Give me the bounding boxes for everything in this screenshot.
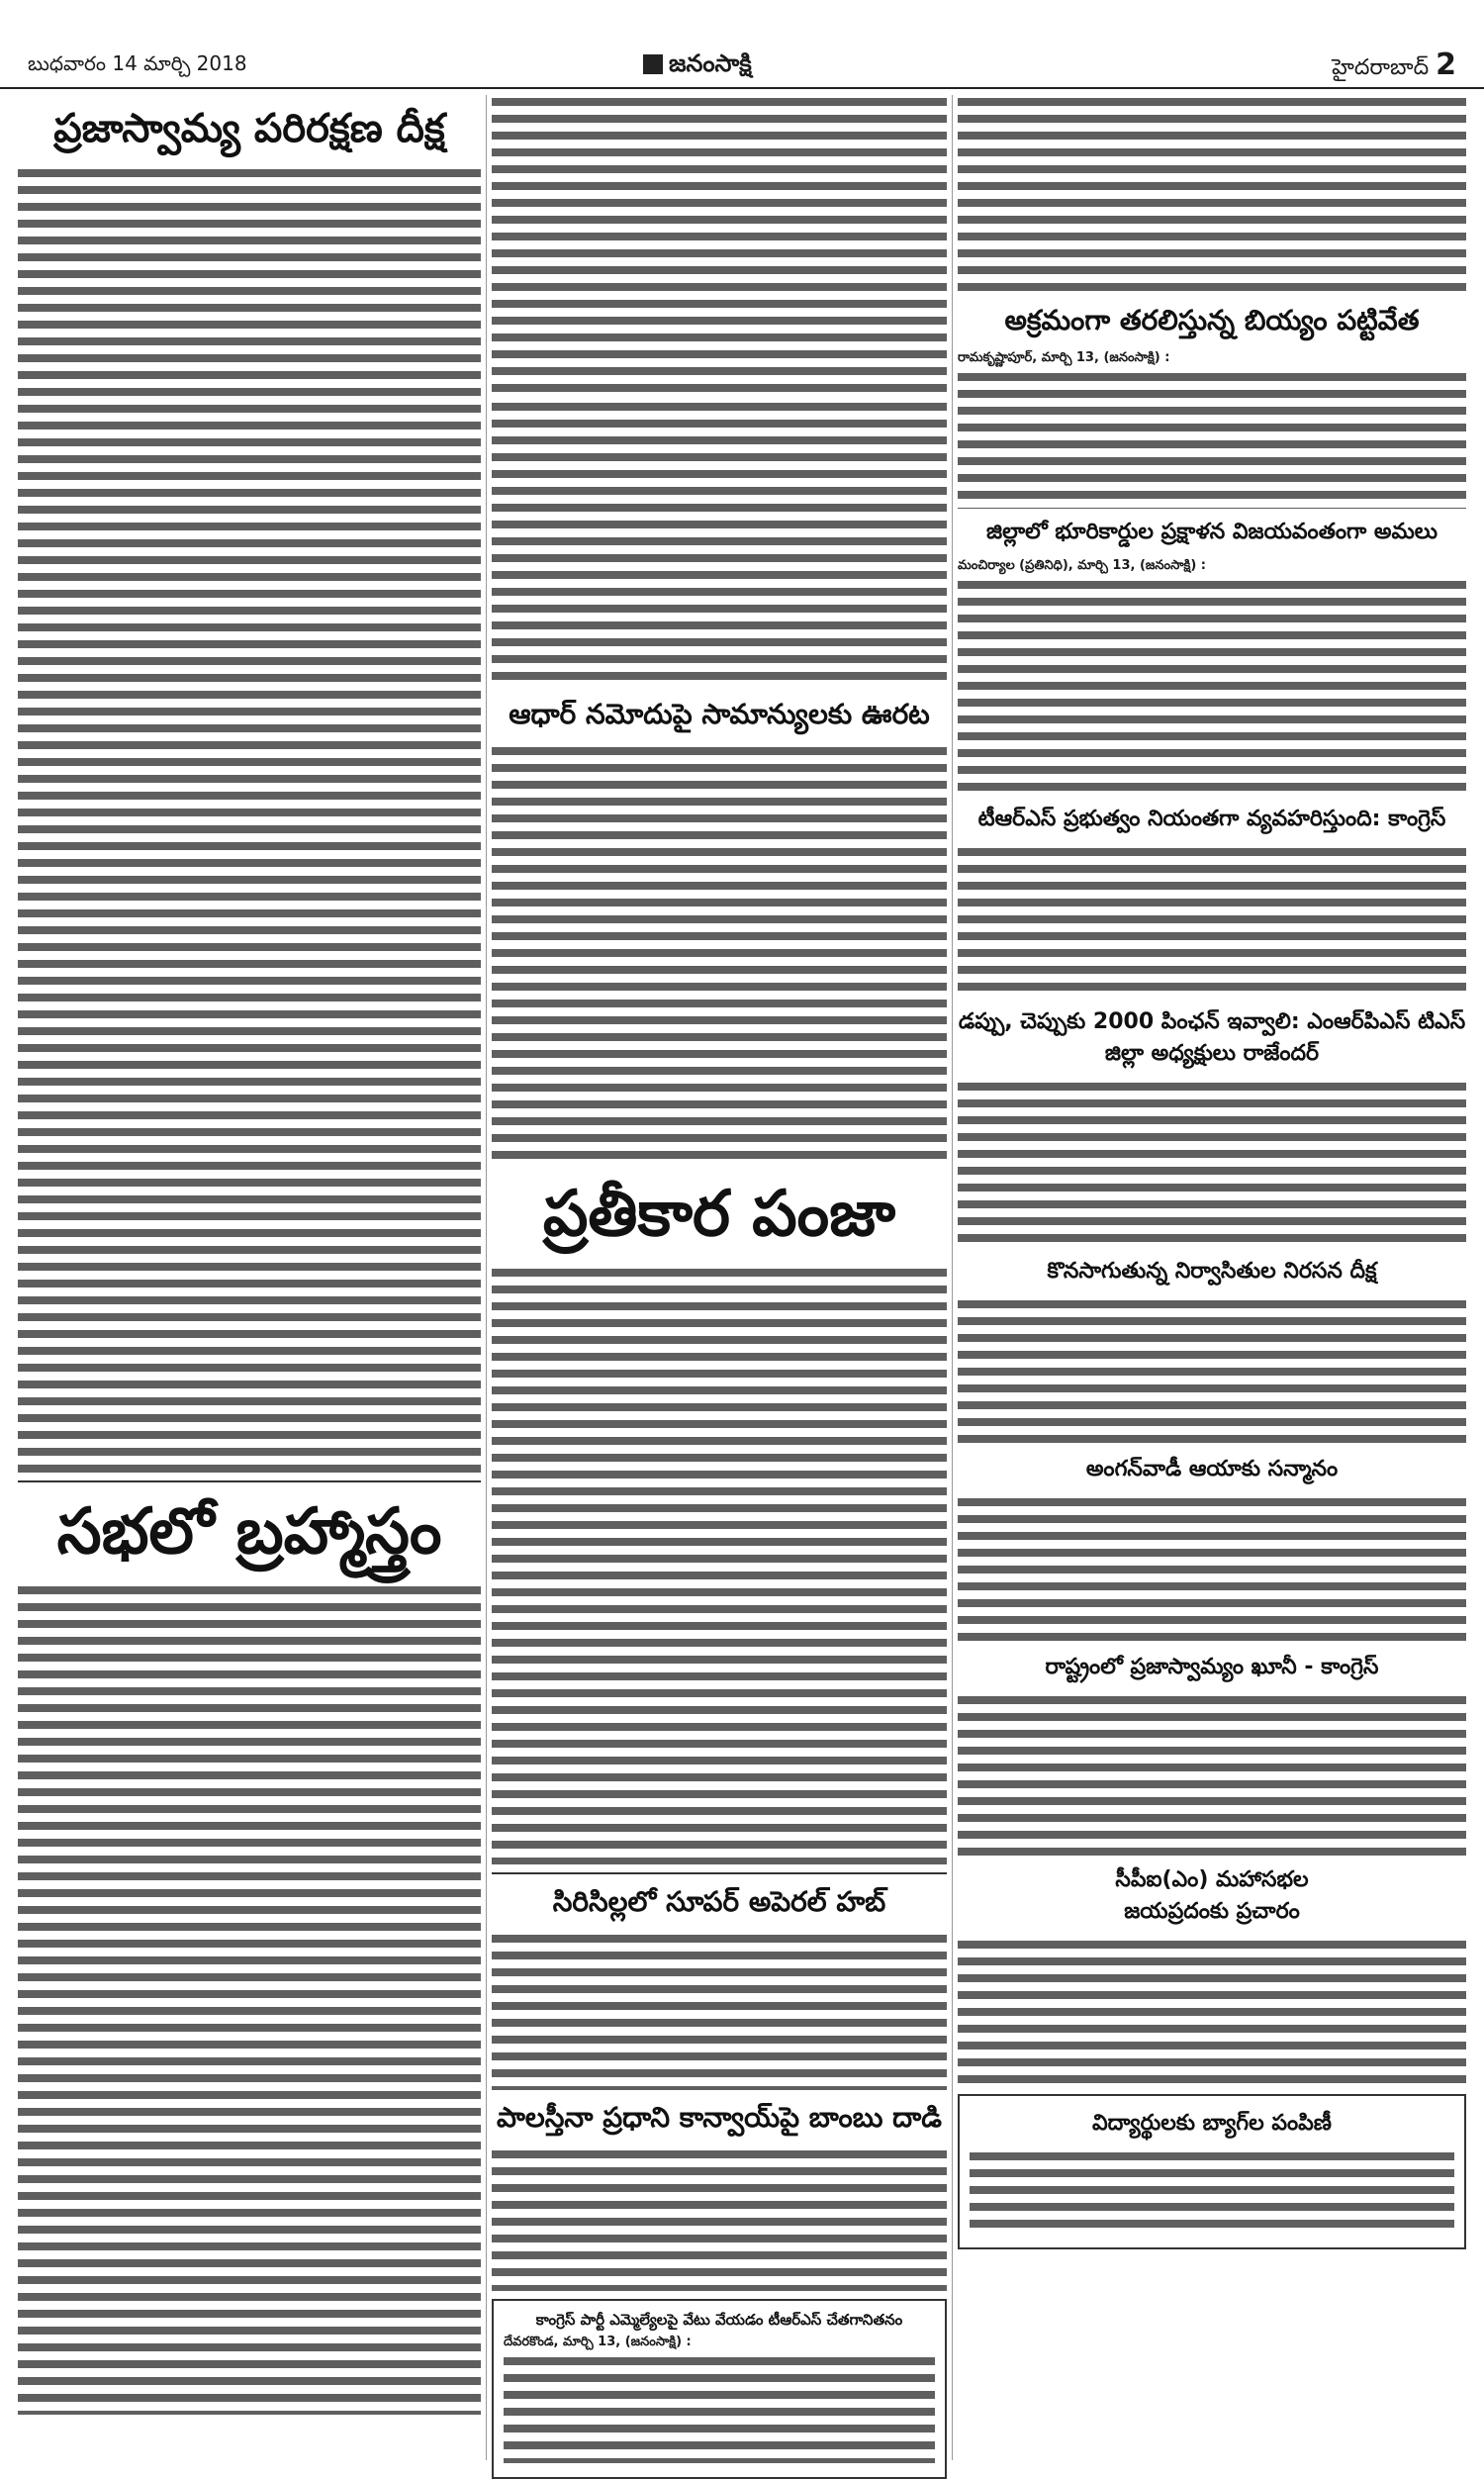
article-democracy-murder [958,1652,1466,1857]
article-headline: విద్యార్థులకు బ్యాగ్‌ల పంపిణీ [1092,2111,1332,2136]
article-displaced-protest [958,1256,1466,1446]
column-divider [486,95,487,2460]
column-1 [18,95,481,2423]
newspaper-logo [643,49,752,83]
article-headline: ఆధార్‌ నమోదుపై సామాన్యులకు ఊరట [509,698,930,730]
continued-article-text [958,95,1466,293]
article-body-text [18,166,481,1473]
article-body-text [958,1297,1466,1446]
column-divider [952,95,953,2460]
article-body-text [492,744,947,1165]
article-bag-distribution [958,2094,1466,2249]
issue-date: బుధవారం 14 మార్చి 2018 [28,51,247,75]
article-dateline: దేవరకొండ, మార్చి 13, (జనంసాక్షి) : [504,2335,692,2349]
article-dateline: రామకృష్ణాపూర్‌, మార్చి 13, (జనంసాక్షి) : [958,350,1170,365]
article-dateline: మంచిర్యాల (ప్రతినిధి), మార్చి 13, (జనంసాక్షి) : [958,558,1206,573]
article-trs-dictatorship [958,804,1466,999]
article-rice-seizure [958,301,1466,509]
article-headline: కొనసాగుతున్న నిర్వాసితుల నిరసన దీక్ష [1047,1259,1377,1284]
article-headline: కాంగ్రెస్‌ పార్టీ ఎమ్మెల్యేలపై వేటు వేయడం టీఆర్‌ఎస్‌ చేతగానితనం [535,2311,903,2329]
article-headline: సీపీఐ(ఎం) మహాసభల [1115,1867,1309,1892]
article-congress-mla-suspension [492,2299,947,2479]
article-headline: డప్పు, చెప్పుకు 2000 పింఛన్‌ ఇవ్వాలి: ఎంఆర్‌పిఎస్‌ టిఎస్‌ జిల్లా అధ్యక్షులు రాజేందర్‌ [958,1009,1466,1066]
article-headline: టీఆర్‌ఎస్‌ ప్రభుత్వం నియంతగా వ్యవహరిస్తుంది: కాంగ్రెస్‌ [977,807,1446,831]
article-headline: అంగన్‌వాడీ ఆయాకు సన్మానం [1085,1457,1339,1481]
article-body-text [958,370,1466,509]
article-democracy-protest [18,101,481,1473]
article-headline: పాలస్తీనా ప్రధాని కాన్వాయ్‌పై బాంబు దాడి [497,2101,942,2134]
article-body-text [970,2149,1454,2234]
article-land-records [958,517,1466,796]
city-name: హైదరాబాద్ [1332,55,1430,80]
article-pension-demand [958,1006,1466,1248]
article-body-text [492,1266,947,1864]
continued-article-text [492,400,947,687]
article-headline: రాష్ట్రంలో ప్రజాస్వామ్యం ఖూనీ - కాంగ్రెస్‌ [1045,1655,1379,1679]
article-revenge-strike [492,1173,947,1864]
column-3 [958,95,1466,2249]
article-body-text [958,845,1466,999]
article-aadhaar-relief [492,695,947,1165]
masthead [0,0,1484,89]
article-body-text [958,1080,1466,1248]
article-body-text [958,578,1466,796]
article-headline: సిరిసిల్లలో సూపర్‌ అపెరల్‌ హబ్‌ [552,1885,886,1918]
article-body-text [492,2147,947,2291]
article-headline: సభలో బ్రహ్మాస్త్రం [56,1495,442,1569]
article-headline: ప్రతీకార పంజా [542,1178,896,1251]
article-headline: జిల్లాలో భూరికార్డుల ప్రక్షాళన విజయవంతంగా అమలు [986,520,1438,544]
article-headline: అక్రమంగా తరలిస్తున్న బియ్యం పట్టివేత [1004,304,1420,336]
article-palestine-convoy [492,2098,947,2291]
article-body-text [958,1938,1466,2086]
article-separator [18,1480,481,1482]
newspaper-name: జనంసాక్షి [669,49,752,77]
article-cpim-conference [958,1864,1466,2086]
article-anganwadi-felicitation [958,1454,1466,1644]
article-sircilla-apparel-hub [492,1882,947,2090]
article-body-text [492,1932,947,2090]
edition-city [1332,48,1456,85]
article-assembly-weapon [18,1490,481,2415]
continued-article-text [492,95,947,392]
article-headline: ప్రజాస్వామ్య పరిరక్షణ దీక్ష [53,106,445,151]
column-2 [492,95,947,2479]
article-body-text [958,1495,1466,1644]
page-number: 2 [1436,48,1456,82]
article-subheadline: జయప్రదంకు ప్రచారం [1124,1899,1300,1924]
article-body-text [18,1583,481,2415]
article-body-text [504,2354,935,2463]
logo-icon [643,54,663,74]
article-body-text [958,1693,1466,1857]
article-separator [492,1872,947,1874]
